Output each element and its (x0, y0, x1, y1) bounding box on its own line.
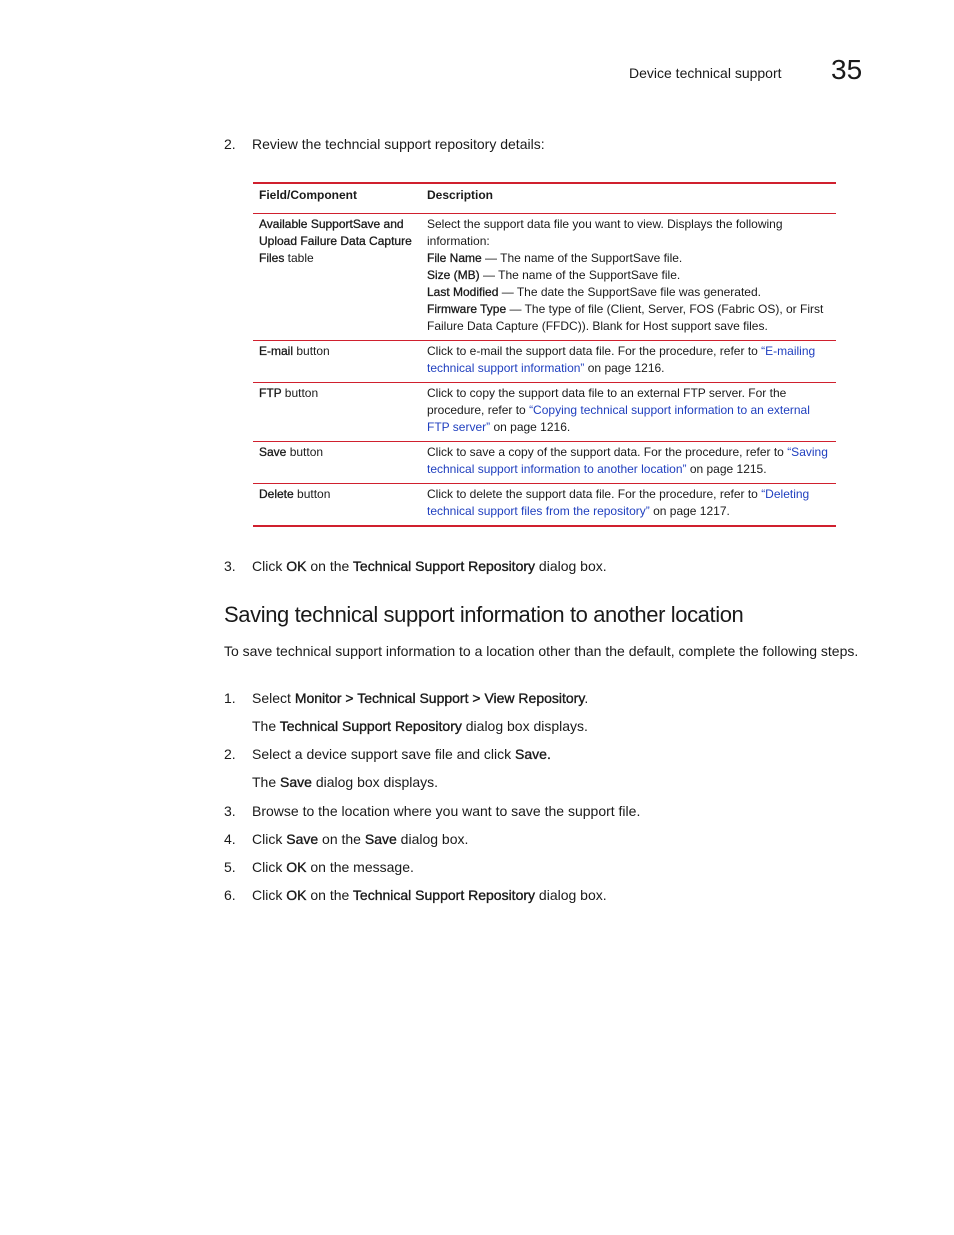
field-cell (253, 383, 421, 442)
step-number: 4. (224, 831, 236, 847)
table-row (253, 341, 836, 383)
ui-term: Technical Support Repository (352, 558, 536, 574)
procedure-step (224, 746, 551, 762)
step-text: Select (252, 690, 295, 706)
ui-term: OK (286, 859, 307, 875)
list-item (427, 267, 830, 284)
step-text: The (252, 774, 281, 790)
step-text: Click (252, 887, 287, 903)
list-item (427, 301, 830, 335)
item-text: — The date the SupportSave file was generated. (498, 285, 761, 299)
table-row (253, 383, 836, 442)
step-text: Click (252, 558, 287, 574)
column-header-description: Description (421, 183, 836, 214)
description-cell (421, 484, 836, 527)
ui-term: Save (286, 831, 319, 847)
table-header-row (253, 183, 836, 214)
table-row (253, 214, 836, 341)
procedure-step (224, 803, 640, 819)
field-name: FTP (259, 386, 282, 400)
list-item (427, 284, 830, 301)
ui-term: OK (286, 887, 307, 903)
item-text: — The name of the SupportSave file. (481, 251, 683, 265)
step-number: 3. (224, 803, 236, 819)
description-text: Click to save a copy of the support data. For the procedure, refer to (427, 445, 788, 459)
field-cell (253, 442, 421, 484)
cross-reference-link[interactable]: “Deleting technical support files from the repository” (427, 487, 810, 518)
step-text: on the message. (306, 859, 414, 875)
field-cell (253, 341, 421, 383)
step-number: 2. (224, 746, 236, 762)
step-text: Browse to the location where you want to save the support file. (252, 803, 641, 819)
field-suffix: table (284, 251, 314, 265)
ui-term: Technical Support Repository (279, 718, 462, 734)
step-text: Select a device support save file and click (252, 746, 516, 762)
step-number: 6. (224, 887, 236, 903)
procedure-step (224, 887, 607, 903)
list-item (427, 250, 830, 267)
description-text: on page 1216. (584, 361, 665, 375)
step-text: The (252, 718, 280, 734)
step-result (252, 774, 438, 790)
item-name: Size (MB) (427, 268, 480, 282)
step-text: dialog box. (535, 887, 607, 903)
step-text: Click (252, 831, 287, 847)
step-number: 1. (224, 690, 236, 706)
field-cell (253, 214, 421, 341)
field-description-table (253, 182, 836, 527)
step-review (224, 136, 545, 152)
field-cell (253, 484, 421, 527)
menu-path: Monitor > Technical Support > View Repository (294, 690, 585, 706)
item-text: — The type of file (Client, Server, FOS (Fabric OS), or First Failure Data Capture (FFDC)). Blank for Host support save files. (427, 302, 824, 333)
item-name: File Name (427, 251, 482, 265)
step-text: on the (306, 558, 353, 574)
step-number: 5. (224, 859, 236, 875)
description-text: on page 1217. (649, 504, 730, 518)
step-text: dialog box displays. (311, 774, 439, 790)
ui-term: OK (286, 558, 307, 574)
description-text: on page 1216. (490, 420, 571, 434)
description-cell (421, 383, 836, 442)
step-number: 3. (224, 558, 236, 574)
step-text: dialog box displays. (461, 718, 588, 734)
description-cell (421, 341, 836, 383)
procedure-step (224, 690, 588, 706)
field-name: Available SupportSave and Upload Failure Data Capture Files (259, 217, 412, 265)
section-heading: Saving technical support information to another location (224, 602, 744, 627)
table-row (253, 484, 836, 527)
step-text: dialog box. (535, 558, 607, 574)
description-text: on page 1215. (686, 462, 767, 476)
step-text: on the (306, 887, 353, 903)
field-suffix: button (293, 487, 331, 501)
field-name: E-mail (259, 344, 294, 358)
cross-reference-link[interactable]: “E-mailing technical support information” (427, 344, 816, 375)
item-text: — The name of the SupportSave file. (479, 268, 681, 282)
description-text: Click to copy the support data file to an external FTP server. For the procedure, refer to (427, 386, 787, 417)
item-name: Last Modified (427, 285, 499, 299)
cross-reference-link[interactable]: “Copying technical support information to an external FTP server” (427, 403, 810, 434)
description-cell (421, 442, 836, 484)
section-intro: To save technical support information to a location other than the default, complete the following steps. (224, 643, 859, 659)
step-text: dialog box. (396, 831, 469, 847)
description-intro: Select the support data file you want to view. Displays the following information: (427, 217, 783, 248)
step-text: Review the techncial support repository details: (252, 136, 545, 152)
description-text: Click to delete the support data file. For the procedure, refer to (427, 487, 762, 501)
ui-term: Save (280, 774, 312, 790)
step-click-ok (224, 558, 607, 574)
field-name: Delete (259, 487, 294, 501)
ui-term: Save. (515, 746, 551, 762)
field-suffix: button (286, 445, 324, 459)
item-name: Firmware Type (427, 302, 507, 316)
step-text: . (584, 690, 589, 706)
field-suffix: button (293, 344, 330, 358)
table-row (253, 442, 836, 484)
field-name: Save (259, 445, 287, 459)
ui-term: Technical Support Repository (352, 887, 536, 903)
procedure-step (224, 831, 468, 847)
cross-reference-link[interactable]: “Saving technical support information to another location” (427, 445, 828, 476)
column-header-field: Field/Component (253, 183, 421, 214)
step-number: 2. (224, 136, 236, 152)
chapter-number: 35 (831, 54, 863, 85)
ui-term: Save (364, 831, 397, 847)
field-suffix: button (281, 386, 319, 400)
description-cell (421, 214, 836, 341)
procedure-step (224, 859, 414, 875)
running-header-title: Device technical support (629, 65, 782, 81)
step-text: on the (318, 831, 365, 847)
step-text: Click (252, 859, 287, 875)
step-result (252, 718, 588, 734)
description-text: Click to e-mail the support data file. For the procedure, refer to (427, 344, 762, 358)
